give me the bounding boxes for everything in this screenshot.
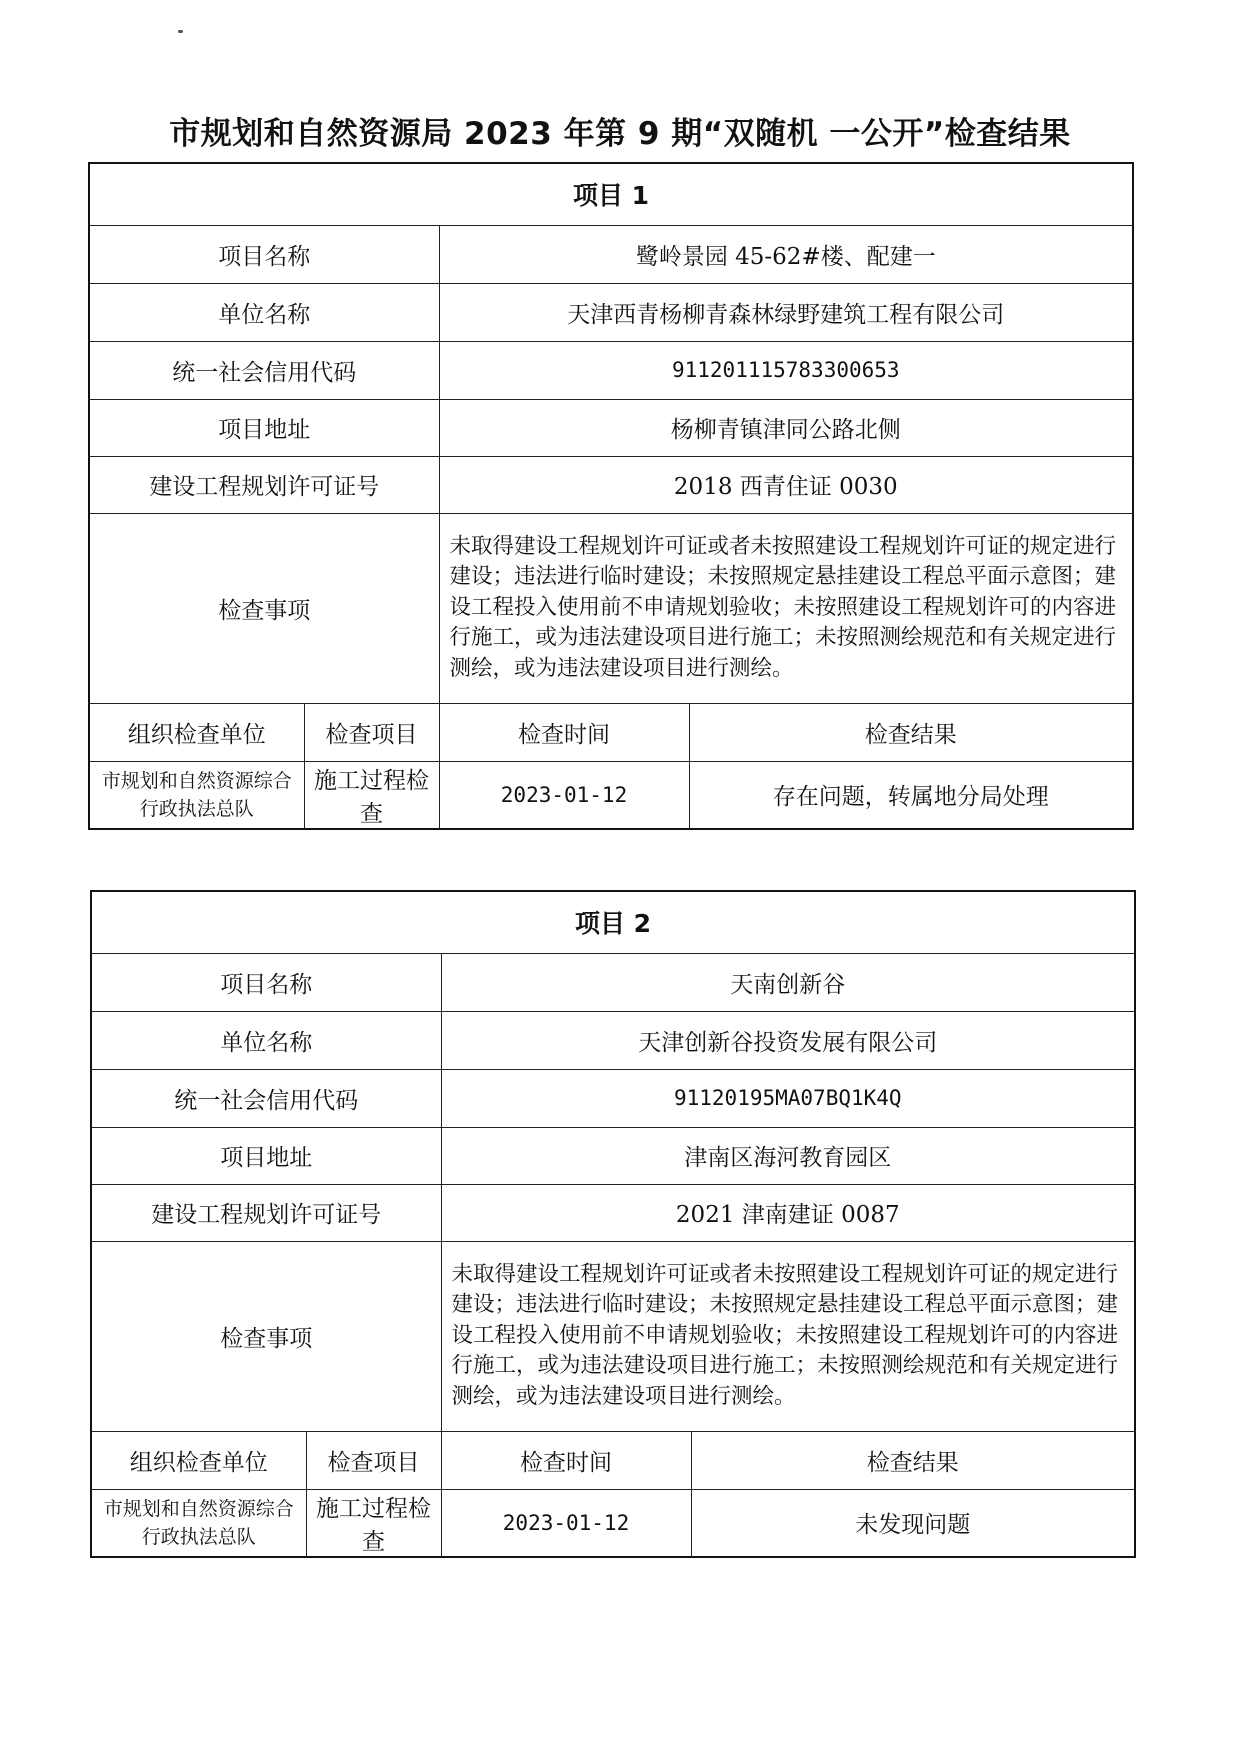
check-time-value: 2023-01-12: [439, 761, 689, 829]
check-items-value: 未取得建设工程规划许可证或者未按照建设工程规划许可证的规定进行建设；违法进行临时建设；未按照规定悬挂建设工程总平面示意图；建设工程投入使用前不申请规划验收；未按照建设工程规划许可的内容进行施工，或为违法建设项目进行施工；未按照测绘规范和有关规定进行测绘，或为违法建设项目进行测绘。: [439, 513, 1133, 703]
check-item-value: 施工过程检查: [306, 1489, 441, 1557]
address-label: 项目地址: [91, 1127, 441, 1184]
check-item-value: 施工过程检查: [304, 761, 439, 829]
project-2-table: [90, 890, 1136, 1558]
permit-row: [91, 1184, 1135, 1241]
check-time-value: 2023-01-12: [441, 1489, 691, 1557]
unit-name-row: [91, 1011, 1135, 1069]
result-column-header: 检查结果: [691, 1431, 1135, 1489]
unit-name-value: 天津创新谷投资发展有限公司: [441, 1011, 1135, 1069]
result-header-row: [91, 1431, 1135, 1489]
address-label: 项目地址: [89, 399, 439, 456]
time-column-header: 检查时间: [439, 703, 689, 761]
check-items-row: [91, 1241, 1135, 1431]
org-column-header: 组织检查单位: [91, 1431, 306, 1489]
permit-row: [89, 456, 1133, 513]
check-items-row: [89, 513, 1133, 703]
address-row: [89, 399, 1133, 456]
check-result-value: 未发现问题: [691, 1489, 1135, 1557]
project-name-row: [89, 225, 1133, 283]
time-column-header: 检查时间: [441, 1431, 691, 1489]
check-items-value: 未取得建设工程规划许可证或者未按照建设工程规划许可证的规定进行建设；违法进行临时建设；未按照规定悬挂建设工程总平面示意图；建设工程投入使用前不申请规划验收；未按照建设工程规划许可的内容进行施工，或为违法建设项目进行施工；未按照测绘规范和有关规定进行测绘，或为违法建设项目进行测绘。: [441, 1241, 1135, 1431]
address-value: 杨柳青镇津同公路北侧: [439, 399, 1133, 456]
project-header: 项目 1: [89, 163, 1133, 225]
result-header-row: [89, 703, 1133, 761]
item-column-header: 检查项目: [306, 1431, 441, 1489]
unit-name-label: 单位名称: [91, 1011, 441, 1069]
unit-name-row: [89, 283, 1133, 341]
result-row: [91, 1489, 1135, 1557]
scan-speck: [178, 30, 183, 33]
project-header-row: [89, 163, 1133, 225]
project-name-value: 鹭岭景园 45-62#楼、配建一: [439, 225, 1133, 283]
project-name-label: 项目名称: [91, 953, 441, 1011]
credit-code-label: 统一社会信用代码: [91, 1069, 441, 1127]
org-value: 市规划和自然资源综合行政执法总队: [89, 761, 304, 829]
check-items-label: 检查事项: [91, 1241, 441, 1431]
document-title: 市规划和自然资源局 2023 年第 9 期“双随机 一公开”检查结果: [169, 116, 1071, 152]
address-value: 津南区海河教育园区: [441, 1127, 1135, 1184]
project-header-row: [91, 891, 1135, 953]
project-name-value: 天南创新谷: [441, 953, 1135, 1011]
check-result-value: 存在问题，转属地分局处理: [689, 761, 1133, 829]
credit-code-value: 91120195MA07BQ1K4Q: [441, 1069, 1135, 1127]
unit-name-value: 天津西青杨柳青森林绿野建筑工程有限公司: [439, 283, 1133, 341]
check-items-label: 检查事项: [89, 513, 439, 703]
permit-value: 2021 津南建证 0087: [441, 1184, 1135, 1241]
org-value: 市规划和自然资源综合行政执法总队: [91, 1489, 306, 1557]
credit-code-row: [89, 341, 1133, 399]
project-1-table: [88, 162, 1134, 830]
credit-code-row: [91, 1069, 1135, 1127]
address-row: [91, 1127, 1135, 1184]
permit-value: 2018 西青住证 0030: [439, 456, 1133, 513]
credit-code-label: 统一社会信用代码: [89, 341, 439, 399]
project-name-row: [91, 953, 1135, 1011]
item-column-header: 检查项目: [304, 703, 439, 761]
credit-code-value: 911201115783300653: [439, 341, 1133, 399]
permit-label: 建设工程规划许可证号: [91, 1184, 441, 1241]
project-name-label: 项目名称: [89, 225, 439, 283]
project-header: 项目 2: [91, 891, 1135, 953]
result-row: [89, 761, 1133, 829]
result-column-header: 检查结果: [689, 703, 1133, 761]
permit-label: 建设工程规划许可证号: [89, 456, 439, 513]
unit-name-label: 单位名称: [89, 283, 439, 341]
org-column-header: 组织检查单位: [89, 703, 304, 761]
